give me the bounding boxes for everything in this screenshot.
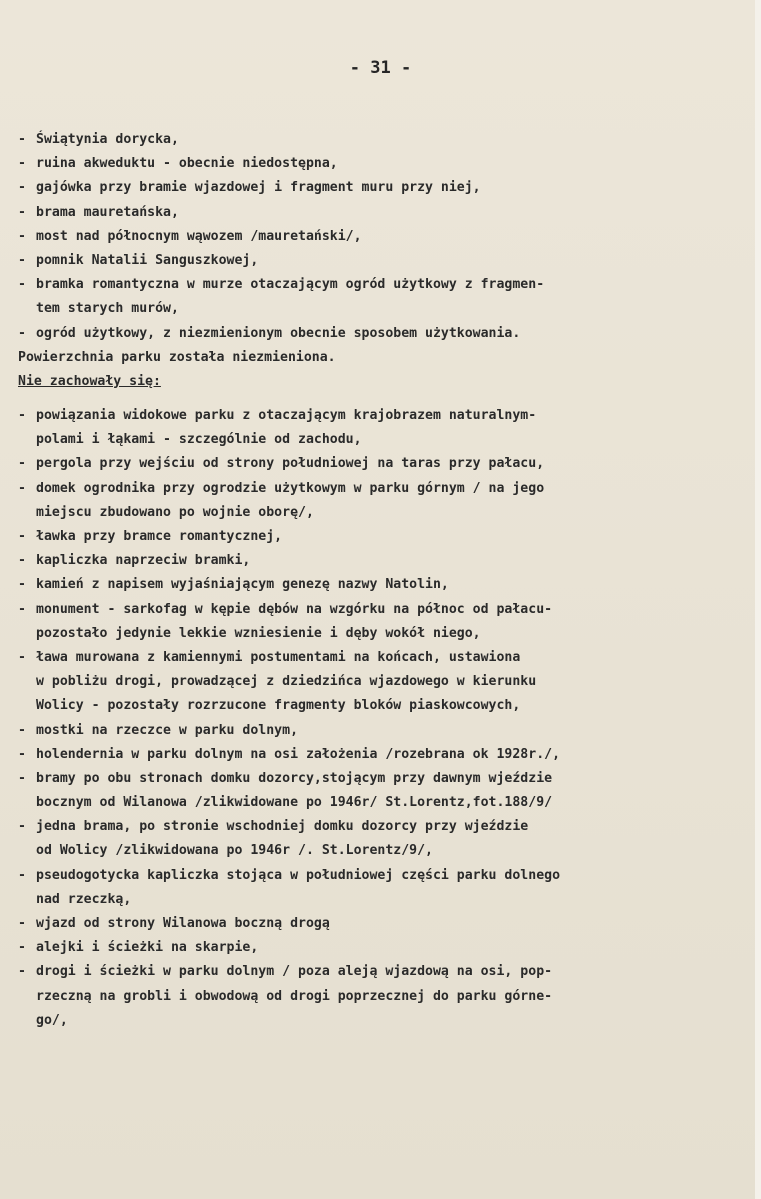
list-item — [18, 864, 754, 912]
section-heading: Nie zachowały się: — [18, 373, 161, 389]
preserved-list — [18, 128, 754, 346]
list-item — [18, 176, 754, 200]
list-item — [18, 815, 754, 863]
list-item-line — [18, 225, 754, 249]
list-item-continuation — [18, 428, 754, 452]
list-item-text: rzeczną na grobli i obwodową od drogi poprzecznej do parku górne- — [36, 988, 553, 1004]
list-item-line — [18, 767, 754, 791]
bullet-dash: - — [18, 480, 26, 496]
list-item-line — [18, 743, 754, 767]
list-item-line — [18, 477, 754, 501]
list-item-text: powiązania widokowe parku z otaczającym krajobrazem naturalnym- — [36, 408, 537, 424]
list-item-text: domek ogrodnika przy ogrodzie użytkowym w parku górnym / na jego — [36, 480, 545, 496]
spacer — [18, 394, 754, 404]
bullet-dash: - — [18, 964, 26, 980]
list-item-text: most nad północnym wąwozem /mauretański/, — [36, 228, 362, 244]
document-body — [18, 128, 754, 1033]
bullet-dash: - — [18, 325, 26, 341]
list-item-text: bramy po obu stronach domku dozorcy,stojącym przy dawnym wjeździe — [36, 770, 553, 786]
list-item-continuation — [18, 694, 754, 718]
bullet-dash: - — [18, 649, 26, 665]
page-number: - 31 - — [349, 58, 412, 78]
list-item-line — [18, 152, 754, 176]
bullet-dash: - — [18, 722, 26, 738]
list-item-text: bocznym od Wilanowa /zlikwidowane po 1946r/ St.Lorentz,fot.188/9/ — [36, 795, 553, 811]
bullet-dash: - — [18, 204, 26, 220]
list-item-text: jedna brama, po stronie wschodniej domku dozorcy przy wjeździe — [36, 819, 529, 835]
list-item — [18, 201, 754, 225]
list-item-continuation — [18, 297, 754, 321]
list-item — [18, 525, 754, 549]
list-item-line — [18, 573, 754, 597]
list-item — [18, 152, 754, 176]
list-item-continuation — [18, 501, 754, 525]
bullet-dash: - — [18, 601, 26, 617]
list-item — [18, 404, 754, 452]
bullet-dash: - — [18, 529, 26, 544]
bullet-dash: - — [18, 252, 26, 268]
list-item-text: w pobliżu drogi, prowadzącej z dziedzińca wjazdowego w kierunku — [36, 674, 537, 690]
list-item-text: od Wolicy /zlikwidowana po 1946r /. St.Lorentz/9/, — [36, 843, 433, 859]
list-item-text: monument - sarkofag w kępie dębów na wzgórku na północ od pałacu- — [36, 601, 553, 617]
list-item — [18, 598, 754, 646]
bullet-dash: - — [18, 916, 26, 931]
list-item-text: alejki i ścieżki na skarpie, — [36, 940, 259, 956]
list-item-text: pergola przy wejściu od strony południowej na taras przy pałacu, — [36, 456, 545, 472]
list-item — [18, 128, 754, 152]
list-item-line — [18, 404, 754, 428]
list-item-text: Wolicy - pozostały rozrzucone fragmenty bloków piaskowcowych, — [36, 698, 521, 714]
list-item-text: drogi i ścieżki w parku dolnym / poza aleją wjazdową na osi, pop- — [36, 964, 553, 980]
bullet-dash: - — [18, 180, 26, 196]
bullet-dash: - — [18, 770, 26, 786]
list-item-line — [18, 452, 754, 476]
list-item-line — [18, 912, 754, 936]
statement-line: Powierzchnia parku została niezmieniona. — [18, 349, 336, 365]
list-item-line — [18, 549, 754, 573]
list-item-line — [18, 128, 754, 152]
list-item-continuation — [18, 1009, 754, 1033]
list-item-text: ruina akweduktu - obecnie niedostępna, — [36, 156, 338, 172]
list-item-text: bramka romantyczna w murze otaczającym ogród użytkowy z fragmen- — [36, 277, 545, 293]
list-item-text: wjazd od strony Wilanowa boczną drogą — [36, 916, 330, 931]
list-item-text: pseudogotycka kapliczka stojąca w południowej części parku dolnego — [36, 867, 561, 883]
list-item-line — [18, 322, 754, 346]
list-item-continuation — [18, 622, 754, 646]
bullet-dash: - — [18, 577, 26, 593]
list-item — [18, 646, 754, 719]
list-item — [18, 549, 754, 573]
list-item-line — [18, 249, 754, 273]
list-item-line — [18, 525, 754, 549]
list-item — [18, 477, 754, 525]
list-item-text: tem starych murów, — [36, 301, 179, 317]
list-item — [18, 273, 754, 321]
list-item-text: brama mauretańska, — [36, 204, 179, 220]
list-item-line — [18, 273, 754, 297]
page-edge — [755, 0, 761, 1199]
list-item-continuation — [18, 839, 754, 863]
list-item — [18, 452, 754, 476]
list-item-text: kapliczka naprzeciw bramki, — [36, 553, 251, 569]
list-item-text: miejscu zbudowano po wojnie oborę/, — [36, 504, 314, 520]
list-item-line — [18, 646, 754, 670]
list-item-text: nad rzeczką, — [36, 891, 132, 907]
list-item-continuation — [18, 670, 754, 694]
list-item-continuation — [18, 888, 754, 912]
list-item-text: ławka przy bramce romantycznej, — [36, 529, 283, 544]
list-item-text: mostki na rzeczce w parku dolnym, — [36, 722, 299, 738]
list-item-text: gajówka przy bramie wjazdowej i fragment muru przy niej, — [36, 180, 481, 196]
bullet-dash: - — [18, 456, 26, 472]
list-item-line — [18, 960, 754, 984]
list-item-continuation — [18, 791, 754, 815]
bullet-dash: - — [18, 867, 26, 883]
list-item — [18, 225, 754, 249]
list-item-text: pozostało jedynie lekkie wzniesienie i dęby wokół niego, — [36, 625, 481, 641]
list-item-text: Świątynia dorycka, — [36, 132, 179, 147]
lost-elements-list — [18, 404, 754, 1033]
bullet-dash: - — [18, 553, 26, 569]
bullet-dash: - — [18, 277, 26, 293]
bullet-dash: - — [18, 819, 26, 835]
bullet-dash: - — [18, 940, 26, 956]
list-item — [18, 719, 754, 743]
list-item-text: kamień z napisem wyjaśniającym genezę nazwy Natolin, — [36, 577, 449, 593]
list-item — [18, 573, 754, 597]
list-item-line — [18, 719, 754, 743]
list-item — [18, 767, 754, 815]
list-item-line — [18, 176, 754, 200]
list-item-text: ogród użytkowy, z niezmienionym obecnie sposobem użytkowania. — [36, 325, 521, 341]
list-item-line — [18, 598, 754, 622]
list-item — [18, 912, 754, 936]
list-item-line — [18, 201, 754, 225]
list-item — [18, 322, 754, 346]
list-item-line — [18, 815, 754, 839]
bullet-dash: - — [18, 746, 26, 762]
list-item — [18, 249, 754, 273]
bullet-dash: - — [18, 132, 26, 147]
bullet-dash: - — [18, 408, 26, 424]
list-item-text: polami i łąkami - szczególnie od zachodu, — [36, 432, 362, 448]
list-item-text: pomnik Natalii Sanguszkowej, — [36, 252, 259, 268]
list-item-continuation — [18, 985, 754, 1009]
list-item-text: ława murowana z kamiennymi postumentami na końcach, ustawiona — [36, 649, 521, 665]
list-item — [18, 936, 754, 960]
bullet-dash: - — [18, 156, 26, 172]
list-item-text: holendernia w parku dolnym na osi założenia /rozebrana ok 1928r./, — [36, 746, 561, 762]
list-item — [18, 743, 754, 767]
list-item-line — [18, 864, 754, 888]
list-item-text: go/, — [36, 1012, 68, 1028]
bullet-dash: - — [18, 228, 26, 244]
list-item — [18, 960, 754, 1033]
list-item-line — [18, 936, 754, 960]
